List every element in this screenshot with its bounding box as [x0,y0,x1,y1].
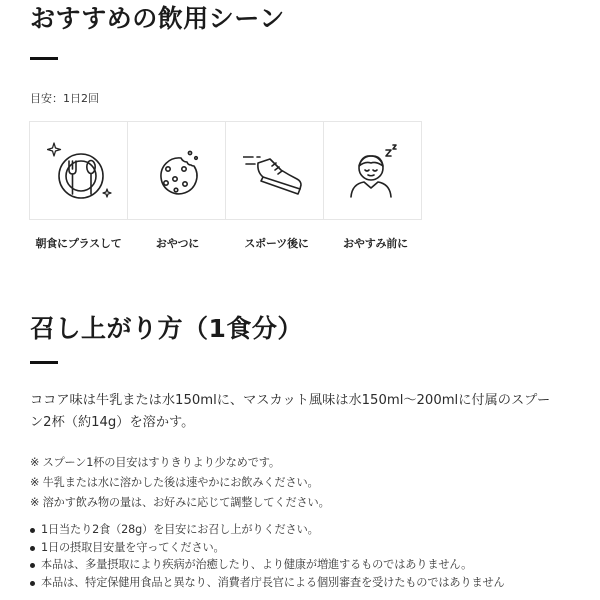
scene-card-breakfast [29,121,128,220]
note-item: ※ スプーン1杯の目安はすりきりより少なめです。 [30,456,280,469]
bullet-item [30,521,505,539]
bullet-dot [30,581,35,586]
title-underline [30,57,58,60]
bullet-text: 1日当たり2食（28g）を目安にお召し上がりください。 [41,523,319,536]
bullet-text: 1日の摂取目安量を守ってください。 [41,540,225,554]
usage-notes [30,453,330,514]
dosage-guide: 目安：1日2回 [30,92,99,105]
scene-card-sports [225,121,324,220]
scene-label-breakfast: 朝食にプラスして [35,237,122,250]
usage-title: 召し上がり方（1食分） [30,314,303,343]
cookie-icon [145,139,211,205]
bullet-dot [30,528,35,533]
usage-bullets [30,521,505,591]
usage-description: ココア味は牛乳または水150mlに、マスカット風味は水150ml〜200mlに付属のスプー ン2杯（約14g）を溶かす。 [30,393,551,430]
scene-card-snack [127,121,226,220]
bullet-text: 本品は、多量摂取により疾病が治癒したり、より健康が増進するものではありません。 [41,558,473,571]
recommended-scenes-title: おすすめの飲用シーン [30,4,285,33]
bullet-dot [30,563,35,568]
bullet-item [30,574,505,592]
bullet-text: 本品は、特定保健用食品と異なり、消費者庁長官による個別審査を受けたものではありません [41,575,505,589]
scene-label-snack: おやつに [155,237,200,250]
running-shoe-icon [243,139,309,205]
sleeping-person-icon [341,139,407,205]
bullet-dot [30,546,35,551]
breakfast-dishes-icon [47,139,113,205]
scene-labels [29,235,425,251]
title-underline [30,361,58,364]
scene-label-sports: スポーツ後に [244,237,309,250]
bullet-item [30,556,505,574]
scene-card-bedtime [323,121,422,220]
bullet-item [30,539,505,557]
scene-grid [29,121,422,220]
note-item: ※ 牛乳または水に溶かした後は速やかにお飲みください。 [30,476,319,490]
note-item: ※ 溶かす飲み物の量は、お好みに応じて調整してください。 [30,496,330,510]
scene-label-bedtime: おやすみ前に [343,237,408,250]
